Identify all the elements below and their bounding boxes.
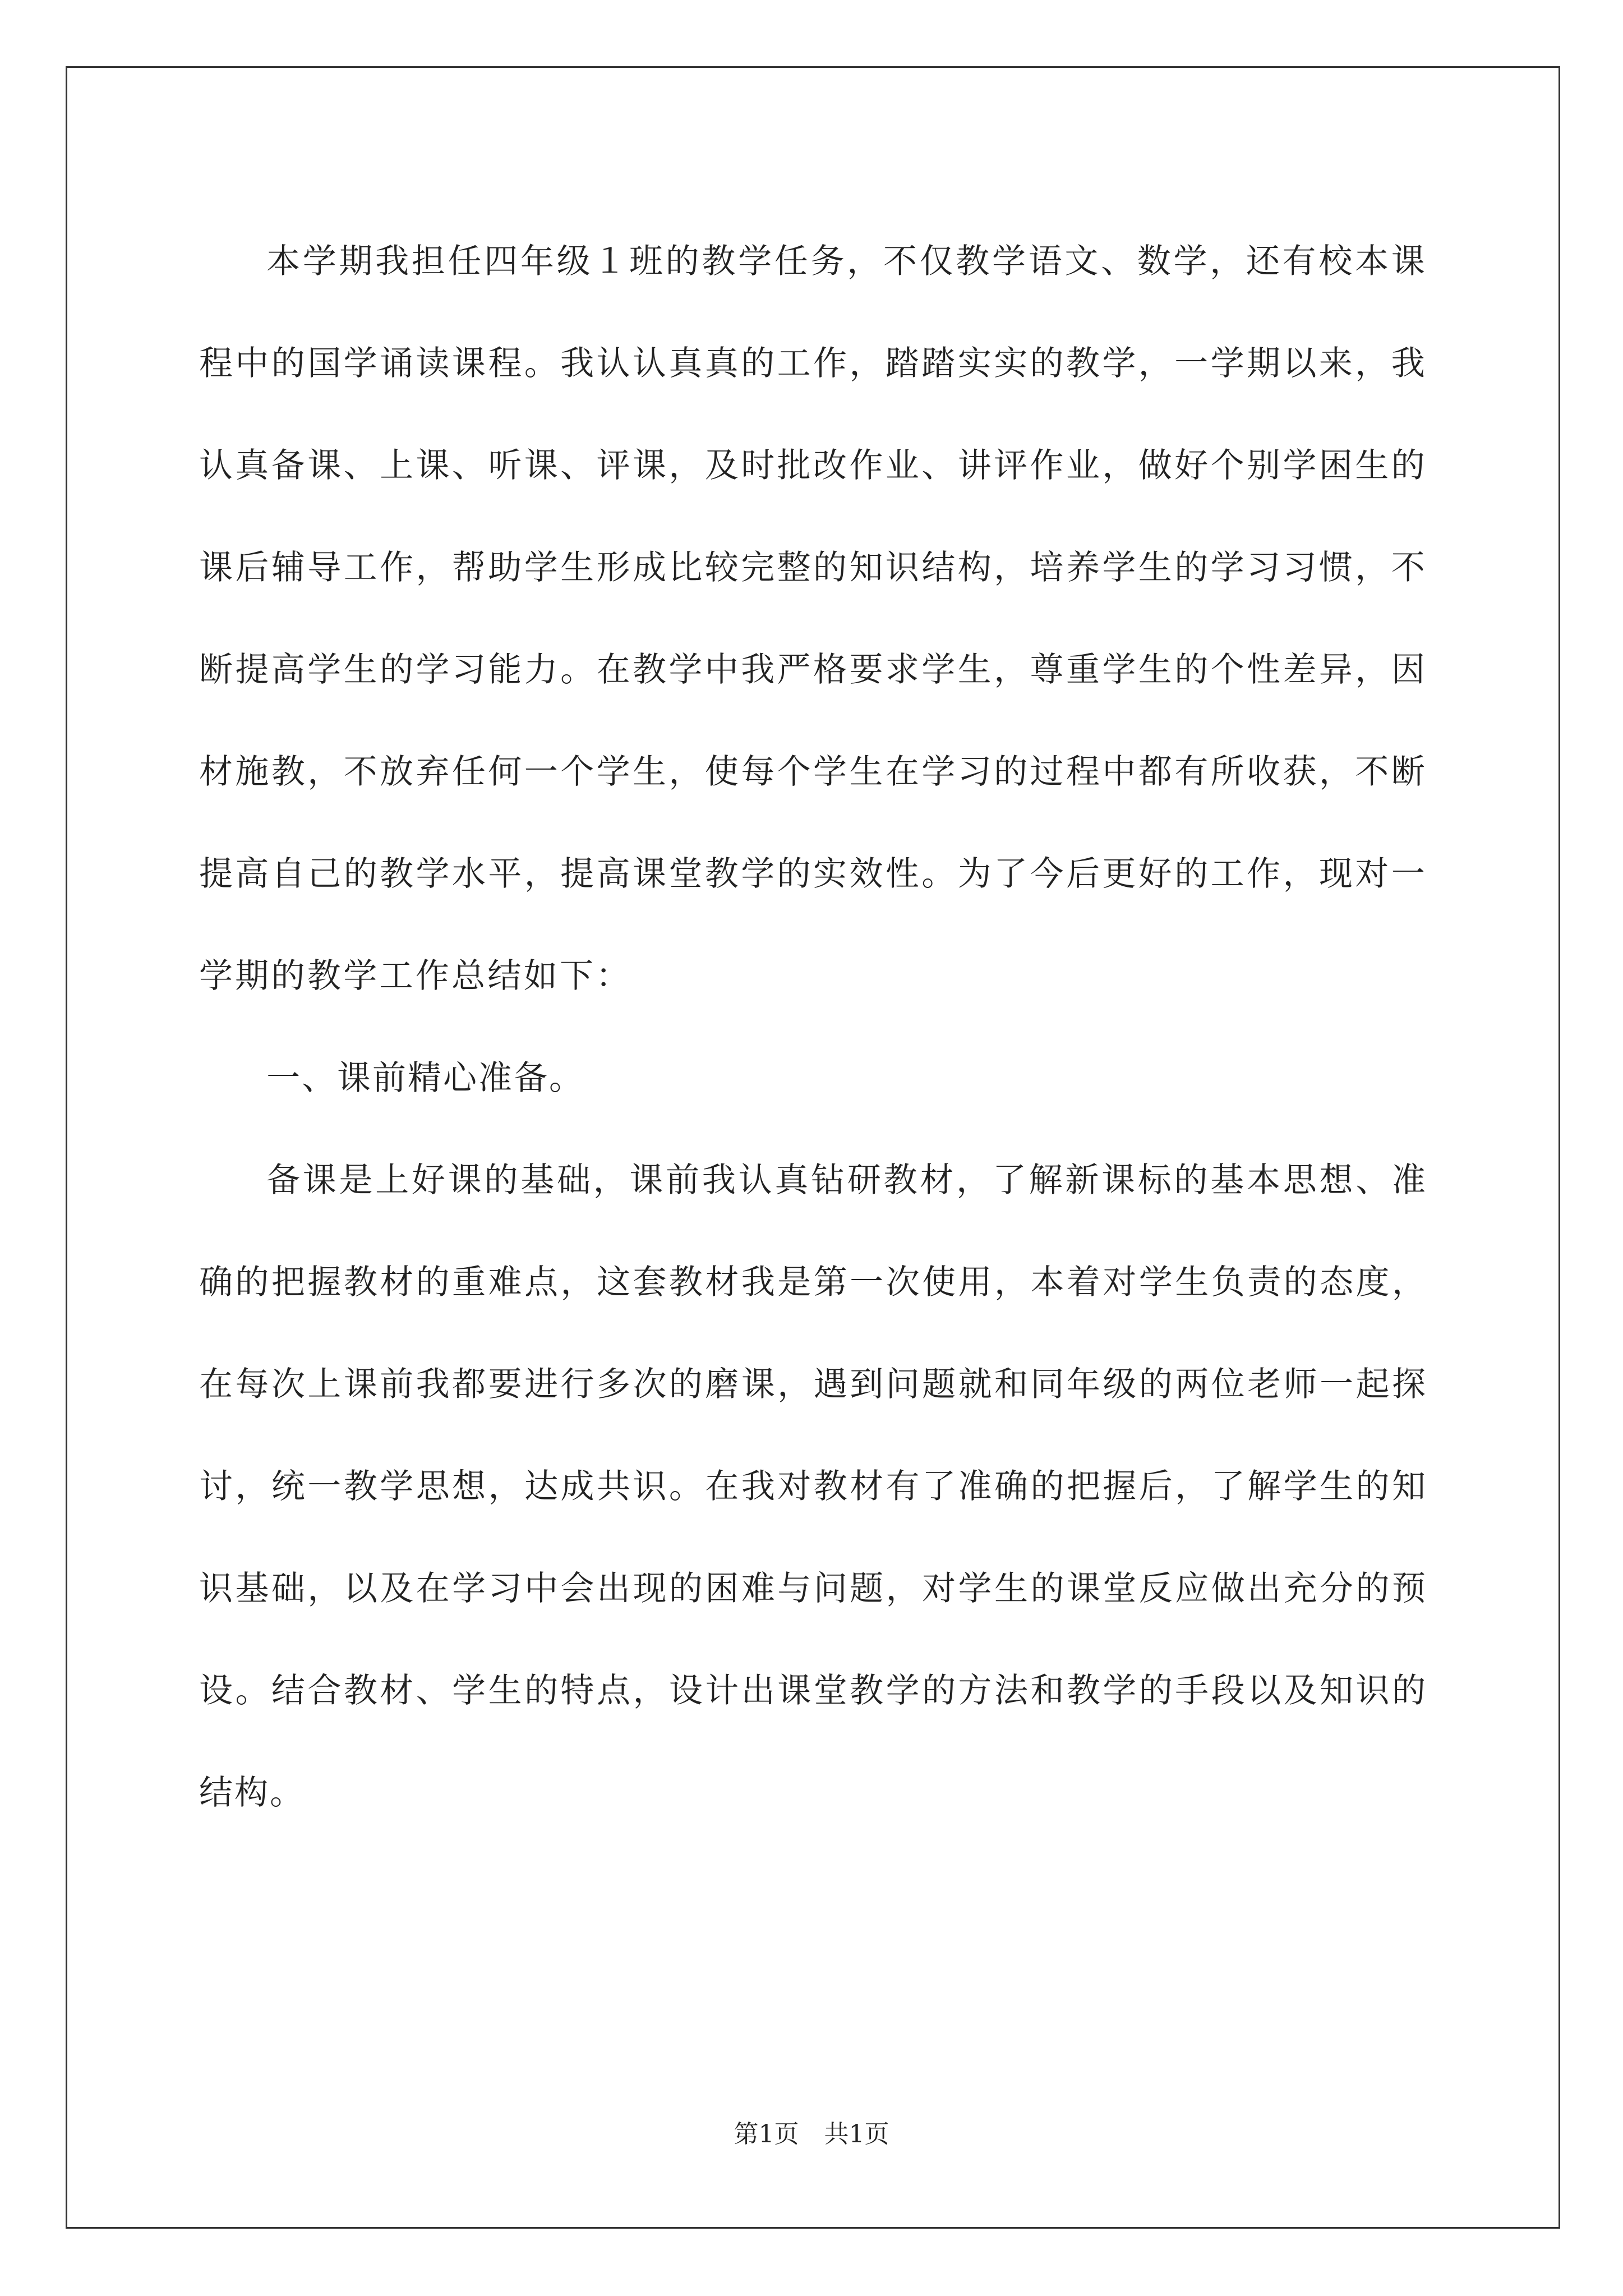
document-body	[199, 210, 1427, 1844]
page-number: 第1页	[734, 2120, 799, 2148]
paragraph-intro: 本学期我担任四年级１班的教学任务，不仅教学语文、数学，还有校本课程中的国学诵读课程。我认认真真的工作，踏踏实实的教学，一学期以来，我认真备课、上课、听课、评课，及时批改作业、讲评作业，做好个别学困生的课后辅导工作，帮助学生形成比较完整的知识结构，培养学生的学习习惯，不断提高学生的学习能力。在教学中我严格要求学生，尊重学生的个性差异，因材施教，不放弃任何一个学生，使每个学生在学习的过程中都有所收获，不断提高自己的教学水平，提高课堂教学的实效性。为了今后更好的工作，现对一学期的教学工作总结如下：	[199, 242, 1427, 996]
paragraph-preparation: 备课是上好课的基础，课前我认真钻研教材，了解新课标的基本思想、准确的把握教材的重难点，这套教材我是第一次使用，本着对学生负责的态度，在每次上课前我都要进行多次的磨课，遇到问题就和同年级的两位老师一起探讨，统一教学思想，达成共识。在我对教材有了准确的把握后，了解学生的知识基础，以及在学习中会出现的困难与问题，对学生的课堂反应做出充分的预设。结合教材、学生的特点，设计出课堂教学的方法和教学的手段以及知识的结构。	[199, 1161, 1427, 1812]
page-footer	[0, 2118, 1623, 2151]
page-total: 共1页	[824, 2120, 889, 2148]
section-heading: 一、课前精心准备。	[266, 1059, 584, 1098]
